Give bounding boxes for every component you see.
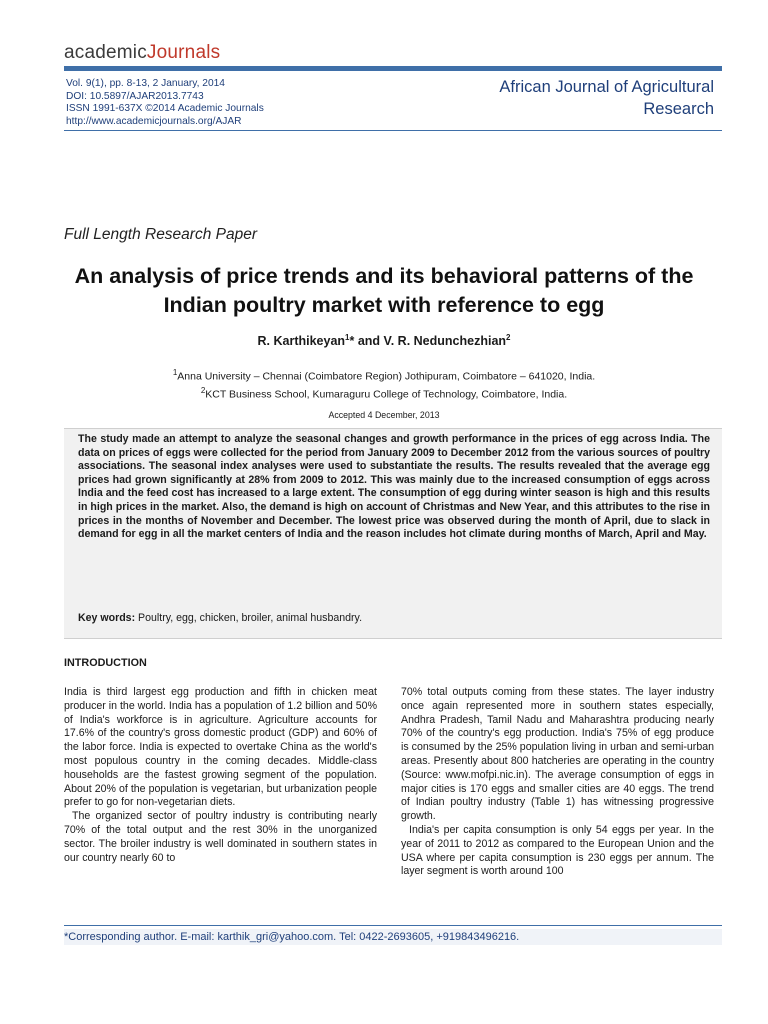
author-1-affil: 1: [345, 333, 350, 342]
affiliation-1-text: Anna University – Chennai (Coimbatore Region) Jothipuram, Coimbatore – 641020, India.: [177, 370, 596, 383]
affiliation-1: [0, 366, 768, 384]
journal-name-line2: Research: [643, 100, 714, 118]
journal-url[interactable]: http://www.academicjournals.org/AJAR: [66, 115, 242, 127]
affiliation-2-sup: 2: [200, 385, 206, 395]
corresponding-author-footnote: *Corresponding author. E-mail: karthik_gri@yahoo.com. Tel: 0422-2693605, +919843496216.: [64, 929, 722, 945]
doi: DOI: 10.5897/AJAR2013.7743: [66, 90, 204, 102]
logo-journals: Journals: [146, 42, 221, 63]
author-2: V. R. Nedunchezhian: [383, 334, 507, 349]
keywords: [78, 612, 362, 624]
paragraph: India is third largest egg production and fifth in chicken meat producer in the world. India has a population of 1.2 billion and 50% of India's workforce is in agriculture. Agriculture accounts for 17.6% of the country's gross domestic product (GDP) and 60% of the labor force. India is expected to overtake China as the world's most populous country in the coming decades. Middle-class households are the fastest growing segment of the population. About 20% of the population is vegetarian, but urbanization people prefer to go for non-vegetarian diets.: [64, 686, 377, 809]
authors: [0, 333, 768, 348]
article-meta: [66, 78, 264, 128]
publisher-logo: [64, 42, 220, 64]
corresponding-mark: *: [349, 334, 355, 349]
affiliation-2: [0, 384, 768, 402]
right-column: [401, 686, 714, 879]
keywords-text: Poultry, egg, chicken, broiler, animal husbandry.: [135, 612, 363, 624]
affiliation-2-text: KCT Business School, Kumaraguru College of Technology, Coimbatore, India.: [205, 388, 568, 400]
journal-name: [499, 76, 714, 120]
left-column: [64, 686, 377, 865]
footnote-rule: [64, 925, 722, 926]
affiliations: [0, 366, 768, 401]
logo-academic: academic: [64, 42, 147, 63]
meta-rule: [64, 130, 722, 131]
author-2-affil: 2: [506, 333, 511, 342]
header-rule: [64, 66, 722, 71]
author-1: R. Karthikeyan: [257, 334, 346, 349]
authors-and: and: [354, 334, 384, 349]
paper-title: An analysis of price trends and its behavioral patterns of the Indian poultry market with reference to egg: [74, 264, 694, 317]
keywords-label: Key words:: [78, 612, 136, 624]
paragraph: The organized sector of poultry industry is contributing nearly 70% of the total output and the rest 30% in the unorganized sector. The broiler industry is well dominated in southern states in our country nearly 60 to: [64, 810, 377, 864]
accepted-date: Accepted 4 December, 2013: [328, 410, 440, 420]
paper-type: Full Length Research Paper: [64, 226, 258, 243]
journal-name-line1: African Journal of Agricultural: [499, 78, 714, 96]
abstract-text: The study made an attempt to analyze the seasonal changes and growth performance in the prices of egg across India. The data on prices of eggs were collected for the period from January 2009 to December 2012 from the various sources of poultry associations. The seasonal index analyses were used to substantiate the results. The results revealed that the average egg prices had grown significantly at 28% from 2009 to 2012. This was mainly due to the increased consumption of eggs across India and the feed cost has increased to a large extent. The consumption of egg during winter season is high and this results in high prices in the market. Also, the demand is high on account of Christmas and New Year, and this attributes to the rise in prices in the months of November and December. The lowest price was observed during the month of April, due to slack in demand for egg in all the market centers of India and the reason includes hot climate during months of March, April and May.: [78, 433, 710, 541]
paragraph: India's per capita consumption is only 54 eggs per year. In the year of 2011 to 2012 as compared to the European Union and the USA where per capita consumption is 230 eggs per annum. The layer segment is worth around 100: [401, 823, 714, 878]
affiliation-1-sup: 1: [172, 368, 178, 377]
section-heading-introduction: INTRODUCTION: [64, 657, 147, 669]
paragraph: 70% total outputs coming from these states. The layer industry once again represented more in southern states especially, Andhra Pradesh, Tamil Nadu and Maharashtra producing nearly 70% of the country's egg production. India's 75% of egg produce is consumed by the 25% population living in urban and semi-urban areas. Presently about 800 hatcheries are operating in the country (Source: www.mofpi.nic.in). The average consumption of eggs in major cities is 170 eggs and smaller cities are 40 eggs. The trend of Indian poultry industry (Table 1) has witnessing progressive growth.: [401, 686, 714, 823]
volume-info: Vol. 9(1), pp. 8-13, 2 January, 2014: [66, 78, 225, 89]
issn: ISSN 1991-637X ©2014 Academic Journals: [66, 103, 264, 115]
